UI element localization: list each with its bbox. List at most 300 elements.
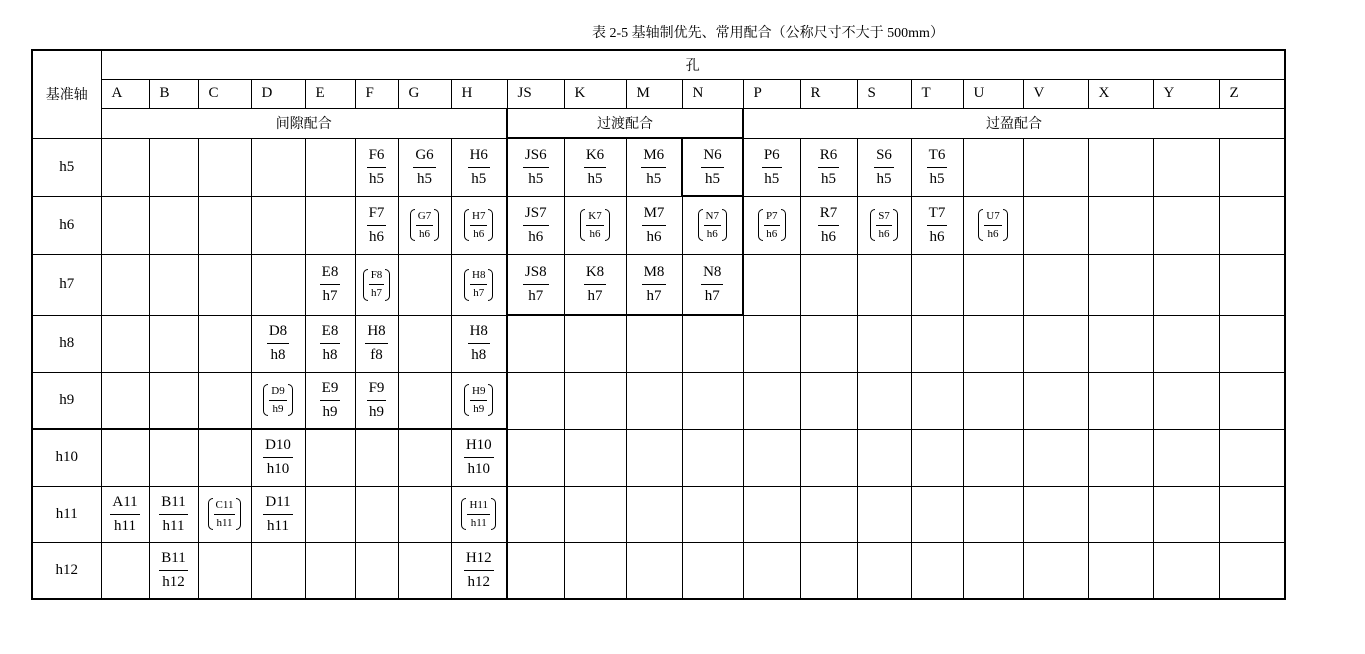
- fit-fraction: [467, 499, 490, 530]
- empty-cell: [1023, 542, 1088, 599]
- column-header-b: B: [149, 79, 198, 108]
- hole-tolerance-zone: B11: [159, 494, 187, 515]
- shaft-tolerance-zone: h10: [467, 461, 490, 478]
- empty-cell: [101, 429, 149, 486]
- fit-cell: [198, 486, 251, 542]
- empty-cell: [149, 429, 198, 486]
- shaft-tolerance-zone: h9: [322, 403, 338, 420]
- hole-tolerance-zone: K8: [584, 264, 606, 285]
- shaft-tolerance-zone: h8: [270, 347, 286, 363]
- column-header-n: N: [682, 79, 743, 108]
- fit: [267, 323, 289, 364]
- empty-cell: [1023, 196, 1088, 254]
- shaft-label-cell: h6: [32, 196, 101, 254]
- hole-tolerance-zone: A11: [110, 494, 139, 515]
- fit-fraction: [263, 494, 292, 535]
- fit-fraction: [159, 550, 187, 591]
- preferred-fit: [263, 384, 292, 416]
- right-parenthesis-icon: [491, 498, 496, 530]
- shaft-label-cell: h11: [32, 486, 101, 542]
- empty-cell: [305, 429, 355, 486]
- empty-cell: [355, 429, 398, 486]
- fit-cell: [743, 196, 800, 254]
- shaft-tolerance-zone: h5: [876, 170, 892, 187]
- empty-cell: [149, 138, 198, 196]
- fit: [468, 147, 490, 188]
- empty-cell: [251, 138, 305, 196]
- fit-fraction: [110, 494, 139, 535]
- fit-fraction: [214, 499, 236, 530]
- hole-tolerance-zone: E8: [320, 264, 341, 285]
- empty-cell: [1088, 138, 1153, 196]
- empty-cell: [198, 429, 251, 486]
- fit: [523, 147, 549, 188]
- empty-cell: [149, 196, 198, 254]
- empty-cell: [1023, 315, 1088, 372]
- shaft-label-cell: h7: [32, 254, 101, 315]
- fit-fraction: [874, 147, 894, 188]
- right-parenthesis-icon: [722, 209, 727, 241]
- empty-cell: [857, 429, 911, 486]
- fit-cell: [564, 196, 626, 254]
- empty-cell: [398, 542, 451, 599]
- empty-cell: [101, 138, 149, 196]
- fit: [584, 147, 606, 188]
- column-header-m: M: [626, 79, 682, 108]
- fit: [642, 205, 667, 246]
- column-header-s: S: [857, 79, 911, 108]
- fit-cell: [149, 542, 198, 599]
- fit-cell: [626, 196, 682, 254]
- hole-tolerance-zone: F6: [367, 147, 387, 168]
- left-parenthesis-icon: [464, 269, 469, 301]
- preferred-fit: [580, 209, 609, 241]
- shaft-tolerance-zone: h7: [704, 287, 720, 304]
- table-row: [32, 429, 1285, 486]
- shaft-tolerance-zone: h6: [473, 227, 485, 240]
- fit: [464, 437, 494, 478]
- hole-tolerance-zone: JS6: [523, 147, 549, 168]
- fit-cell: [451, 429, 507, 486]
- empty-cell: [626, 372, 682, 429]
- fit-fraction: [701, 147, 723, 188]
- fit-cell: [564, 254, 626, 315]
- hole-tolerance-zone: B11: [159, 550, 187, 571]
- column-header-t: T: [911, 79, 963, 108]
- shaft-tolerance-zone: h11: [162, 517, 185, 534]
- left-parenthesis-icon: [263, 384, 268, 416]
- shaft-tolerance-zone: h5: [369, 170, 384, 187]
- header-row-letters: [32, 79, 1285, 108]
- shaft-tolerance-zone: h5: [471, 170, 487, 187]
- empty-cell: [626, 542, 682, 599]
- hole-tolerance-zone: E9: [320, 380, 341, 401]
- fit: [365, 323, 387, 364]
- shaft-tolerance-zone: h6: [369, 228, 384, 245]
- table-caption: 表 2-5 基轴制优先、常用配合（公称尺寸不大于 500mm）: [592, 26, 944, 41]
- fit: [468, 323, 490, 364]
- hole-tolerance-zone: G7: [416, 210, 433, 226]
- empty-cell: [507, 542, 564, 599]
- hole-tolerance-zone: H9: [470, 385, 487, 401]
- empty-cell: [355, 486, 398, 542]
- hole-tolerance-zone: N7: [704, 210, 721, 226]
- shaft-tolerance-zone: h7: [587, 287, 603, 304]
- shaft-tolerance-zone: f8: [370, 347, 383, 363]
- fit-cell: [355, 254, 398, 315]
- empty-cell: [1088, 196, 1153, 254]
- empty-cell: [101, 254, 149, 315]
- empty-cell: [355, 542, 398, 599]
- fit: [159, 550, 187, 591]
- fit-cell: [800, 196, 857, 254]
- right-parenthesis-icon: [385, 269, 390, 301]
- fit-cell: [682, 196, 743, 254]
- header-row-groups: [32, 108, 1285, 138]
- table-row: [32, 138, 1285, 196]
- empty-cell: [1153, 315, 1219, 372]
- shaft-tolerance-zone: h8: [471, 347, 487, 363]
- fit-fraction: [764, 210, 780, 241]
- fit-cell: [149, 486, 198, 542]
- hole-tolerance-zone: G6: [413, 147, 435, 168]
- empty-cell: [743, 486, 800, 542]
- preferred-fit: [464, 269, 493, 301]
- hole-tolerance-zone: H11: [467, 499, 490, 515]
- right-parenthesis-icon: [488, 384, 493, 416]
- empty-cell: [398, 315, 451, 372]
- hole-tolerance-zone: JS7: [523, 205, 549, 226]
- fit-fraction: [642, 264, 667, 305]
- fit-cell: [682, 254, 743, 315]
- shaft-label-cell: h5: [32, 138, 101, 196]
- fit-fraction: [464, 550, 494, 591]
- shaft-tolerance-zone: h6: [646, 228, 662, 245]
- shaft-tolerance-zone: h9: [473, 402, 485, 415]
- hole-tolerance-zone: D9: [269, 385, 286, 401]
- fit: [159, 494, 187, 535]
- empty-cell: [1219, 486, 1285, 542]
- fit-cell: [911, 196, 963, 254]
- empty-cell: [963, 372, 1023, 429]
- fit-fraction: [584, 264, 606, 305]
- preferred-fit: [363, 269, 391, 301]
- fit-fraction: [642, 205, 667, 246]
- fit-fraction: [762, 147, 782, 188]
- column-header-js: JS: [507, 79, 564, 108]
- shaft-tolerance-zone: h5: [764, 170, 780, 187]
- shaft-tolerance-zone: h7: [646, 287, 662, 304]
- fit-fraction: [641, 147, 666, 188]
- right-parenthesis-icon: [781, 209, 786, 241]
- preferred-fit: [698, 209, 727, 241]
- fit: [523, 264, 549, 305]
- empty-cell: [398, 486, 451, 542]
- fit-cell: [626, 138, 682, 196]
- fit-cell: [305, 315, 355, 372]
- empty-cell: [198, 542, 251, 599]
- column-header-k: K: [564, 79, 626, 108]
- left-parenthesis-icon: [464, 384, 469, 416]
- fit-cell: [305, 372, 355, 429]
- empty-cell: [101, 372, 149, 429]
- shaft-label-cell: h8: [32, 315, 101, 372]
- fit-fraction: [876, 210, 892, 241]
- preferred-fit: [978, 209, 1007, 241]
- empty-cell: [857, 372, 911, 429]
- hole-tolerance-zone: H10: [464, 437, 494, 458]
- fit-group-header: 间隙配合: [101, 108, 507, 138]
- fit-fraction: [267, 323, 289, 364]
- right-parenthesis-icon: [236, 498, 241, 530]
- header-row-hole: [32, 50, 1285, 79]
- empty-cell: [743, 315, 800, 372]
- fit-group-header: 过渡配合: [507, 108, 743, 138]
- fit: [367, 380, 387, 421]
- empty-cell: [564, 372, 626, 429]
- left-parenthesis-icon: [758, 209, 763, 241]
- column-header-e: E: [305, 79, 355, 108]
- fit-fraction: [818, 147, 840, 188]
- fit: [320, 380, 341, 421]
- hole-tolerance-zone: JS8: [523, 264, 549, 285]
- left-parenthesis-icon: [698, 209, 703, 241]
- fit: [641, 147, 666, 188]
- hole-tolerance-zone: H8: [468, 323, 490, 344]
- fit-fraction: [367, 380, 387, 421]
- empty-cell: [800, 315, 857, 372]
- shaft-tolerance-zone: h9: [272, 402, 284, 415]
- column-header-g: G: [398, 79, 451, 108]
- empty-cell: [682, 372, 743, 429]
- hole-tolerance-zone: C11: [214, 499, 236, 515]
- fit: [413, 147, 435, 188]
- fit-fraction: [927, 147, 948, 188]
- shaft-tolerance-zone: h12: [162, 573, 185, 590]
- shaft-tolerance-zone: h8: [322, 347, 338, 363]
- left-parenthesis-icon: [580, 209, 585, 241]
- fit: [523, 205, 549, 246]
- fit-fraction: [701, 264, 723, 305]
- fit-fraction: [416, 210, 433, 241]
- empty-cell: [198, 254, 251, 315]
- shaft-tolerance-zone: h9: [369, 403, 384, 420]
- hole-tolerance-zone: M6: [641, 147, 666, 168]
- shaft-basis-fit-table: [31, 49, 1286, 600]
- fit-fraction: [523, 205, 549, 246]
- empty-cell: [564, 429, 626, 486]
- fit-fraction: [464, 437, 494, 478]
- fit-fraction: [367, 147, 387, 188]
- shaft-tolerance-zone: h7: [371, 287, 382, 299]
- column-header-r: R: [800, 79, 857, 108]
- fit: [320, 323, 341, 364]
- hole-label: 孔: [685, 58, 700, 74]
- empty-cell: [1219, 429, 1285, 486]
- empty-cell: [963, 429, 1023, 486]
- fit-cell: [251, 372, 305, 429]
- fit: [642, 264, 667, 305]
- fit-cell: [355, 315, 398, 372]
- table-row: [32, 372, 1285, 429]
- hole-tolerance-zone: F9: [367, 380, 387, 401]
- empty-cell: [198, 372, 251, 429]
- fit-cell: [451, 138, 507, 196]
- hole-header-cell: [101, 50, 1285, 79]
- empty-cell: [1219, 542, 1285, 599]
- fit-cell: [743, 138, 800, 196]
- fit: [320, 264, 341, 305]
- fit-fraction: [470, 210, 487, 241]
- empty-cell: [1153, 372, 1219, 429]
- fit-cell: [507, 196, 564, 254]
- empty-cell: [963, 315, 1023, 372]
- fit-cell: [398, 196, 451, 254]
- empty-cell: [1088, 486, 1153, 542]
- empty-cell: [682, 542, 743, 599]
- preferred-fit: [758, 209, 786, 241]
- column-header-c: C: [198, 79, 251, 108]
- empty-cell: [743, 429, 800, 486]
- hole-tolerance-zone: K7: [586, 210, 603, 226]
- empty-cell: [1088, 542, 1153, 599]
- shaft-tolerance-zone: h6: [878, 227, 890, 240]
- fit-cell: [355, 138, 398, 196]
- empty-cell: [564, 486, 626, 542]
- fit-fraction: [413, 147, 435, 188]
- empty-cell: [857, 542, 911, 599]
- fit: [701, 264, 723, 305]
- hole-tolerance-zone: T6: [927, 147, 948, 168]
- fit-group-header: 过盈配合: [743, 108, 1285, 138]
- fit-fraction: [818, 205, 840, 246]
- left-parenthesis-icon: [363, 269, 368, 301]
- fit-fraction: [586, 210, 603, 241]
- hole-tolerance-zone: R6: [818, 147, 840, 168]
- fit-fraction: [927, 205, 948, 246]
- empty-cell: [911, 254, 963, 315]
- shaft-tolerance-zone: h6: [929, 228, 945, 245]
- fit-fraction: [369, 269, 385, 300]
- empty-cell: [398, 429, 451, 486]
- empty-cell: [149, 254, 198, 315]
- hole-tolerance-zone: R7: [818, 205, 840, 226]
- fit: [762, 147, 782, 188]
- empty-cell: [963, 254, 1023, 315]
- hole-tolerance-zone: P7: [764, 210, 780, 226]
- fit: [927, 147, 948, 188]
- fit-cell: [857, 196, 911, 254]
- empty-cell: [1088, 254, 1153, 315]
- fit-fraction: [365, 323, 387, 364]
- empty-cell: [507, 372, 564, 429]
- shaft-tolerance-zone: h5: [929, 170, 945, 187]
- fit: [367, 147, 387, 188]
- empty-cell: [1153, 429, 1219, 486]
- fit-fraction: [367, 205, 387, 246]
- fit-cell: [398, 138, 451, 196]
- column-header-x: X: [1088, 79, 1153, 108]
- shaft-tolerance-zone: h6: [820, 228, 836, 245]
- empty-cell: [251, 542, 305, 599]
- fit-fraction: [320, 264, 341, 305]
- shaft-tolerance-zone: h12: [467, 573, 490, 590]
- hole-tolerance-zone: H6: [468, 147, 490, 168]
- fit-cell: [451, 315, 507, 372]
- shaft-tolerance-zone: h5: [528, 170, 544, 187]
- hole-tolerance-zone: M7: [642, 205, 667, 226]
- empty-cell: [800, 542, 857, 599]
- preferred-fit: [461, 498, 496, 530]
- left-parenthesis-icon: [978, 209, 983, 241]
- right-parenthesis-icon: [893, 209, 898, 241]
- empty-cell: [251, 254, 305, 315]
- hole-tolerance-zone: U7: [984, 210, 1001, 226]
- empty-cell: [800, 486, 857, 542]
- column-header-h: H: [451, 79, 507, 108]
- fit-fraction: [470, 269, 487, 300]
- column-header-a: A: [101, 79, 149, 108]
- empty-cell: [507, 315, 564, 372]
- empty-cell: [682, 315, 743, 372]
- fit-cell: [451, 254, 507, 315]
- empty-cell: [682, 486, 743, 542]
- hole-tolerance-zone: H7: [470, 210, 487, 226]
- shaft-tolerance-zone: h7: [322, 288, 338, 304]
- shaft-tolerance-zone: h6: [987, 227, 999, 240]
- fit-cell: [626, 254, 682, 315]
- fit: [110, 494, 139, 535]
- fit-cell: [963, 196, 1023, 254]
- hole-tolerance-zone: N6: [701, 147, 723, 168]
- shaft-label-cell: h10: [32, 429, 101, 486]
- empty-cell: [1153, 196, 1219, 254]
- hole-tolerance-zone: T7: [927, 205, 948, 226]
- fit-fraction: [984, 210, 1001, 241]
- empty-cell: [1023, 429, 1088, 486]
- empty-cell: [149, 372, 198, 429]
- empty-cell: [1088, 372, 1153, 429]
- fit-fraction: [468, 147, 490, 188]
- fit: [874, 147, 894, 188]
- right-parenthesis-icon: [288, 384, 293, 416]
- empty-cell: [1153, 254, 1219, 315]
- right-parenthesis-icon: [434, 209, 439, 241]
- fit: [701, 147, 723, 188]
- empty-cell: [800, 372, 857, 429]
- empty-cell: [626, 486, 682, 542]
- fit-cell: [251, 315, 305, 372]
- fit: [818, 147, 840, 188]
- left-parenthesis-icon: [208, 498, 213, 530]
- fit: [367, 205, 387, 246]
- preferred-fit: [208, 498, 242, 530]
- empty-cell: [1153, 542, 1219, 599]
- empty-cell: [198, 196, 251, 254]
- empty-cell: [305, 196, 355, 254]
- fit-cell: [355, 196, 398, 254]
- hole-tolerance-zone: H12: [464, 550, 494, 571]
- empty-cell: [800, 254, 857, 315]
- hole-tolerance-zone: D8: [267, 323, 289, 344]
- shaft-tolerance-zone: h6: [706, 227, 718, 240]
- empty-cell: [963, 542, 1023, 599]
- shaft-tolerance-zone: h5: [417, 170, 432, 187]
- fit-cell: [682, 138, 743, 196]
- empty-cell: [911, 372, 963, 429]
- empty-cell: [1219, 372, 1285, 429]
- right-parenthesis-icon: [488, 209, 493, 241]
